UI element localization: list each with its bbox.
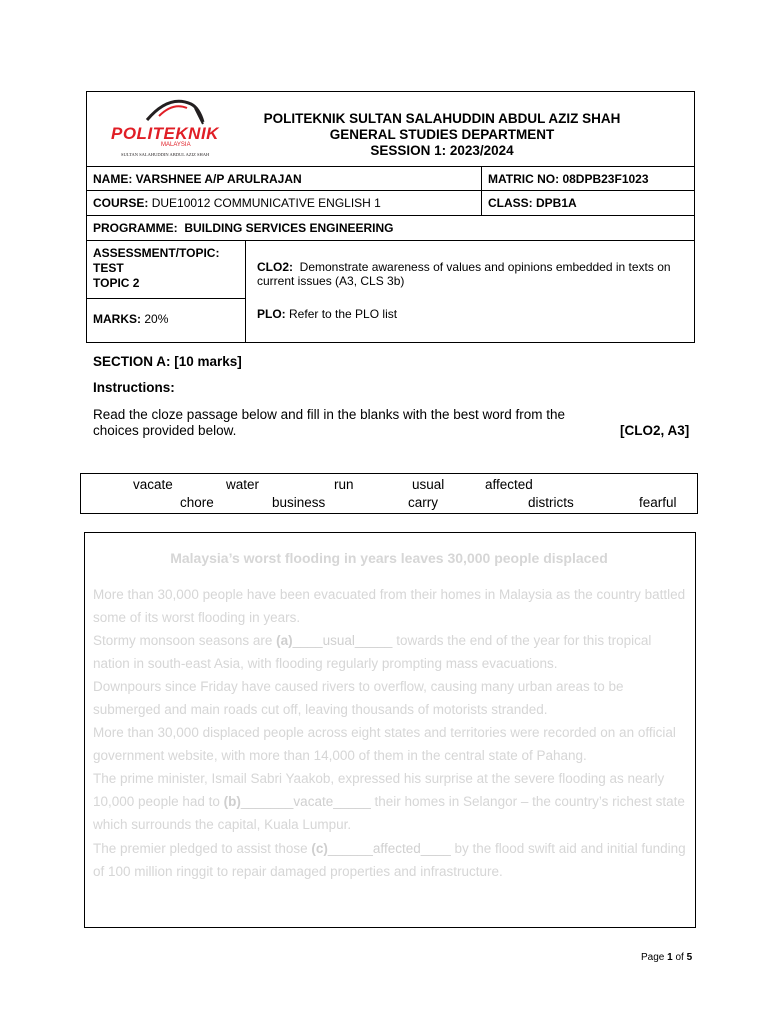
choice-word: run: [334, 477, 354, 492]
blank-marker: (a): [276, 633, 293, 648]
assessment-left: [87, 241, 246, 342]
matric-cell: [482, 167, 695, 191]
course-cell: [87, 191, 482, 216]
matric-label: MATRIC NO:: [488, 171, 560, 186]
logo-tagline: SULTAN SALAHUDDIN ABDUL AZIZ SHAH: [121, 152, 210, 157]
choice-word: carry: [408, 495, 438, 510]
header-titles: [237, 111, 647, 159]
instructions-label: Instructions:: [93, 380, 175, 395]
choice-word: vacate: [133, 477, 173, 492]
marks-row: [93, 312, 168, 326]
section-title: SECTION A: [10 marks]: [93, 354, 242, 369]
name-cell: [87, 167, 482, 191]
paragraph-text: their homes in Selangor – the country’s richest state which surrounds the capital, Kuala Lumpur.: [93, 794, 685, 832]
institution-name: POLITEKNIK SULTAN SALAHUDDIN ABDUL AZIZ SHAH: [263, 111, 621, 126]
choice-word: districts: [528, 495, 574, 510]
assessment-cell: [87, 241, 695, 343]
choice-word: fearful: [639, 495, 677, 510]
passage-paragraph-5: [93, 767, 688, 836]
assessment-line1: ASSESSMENT/TOPIC:: [93, 246, 220, 260]
politeknik-logo: [107, 96, 227, 162]
choice-word: business: [272, 495, 326, 510]
choice-word: usual: [412, 477, 445, 492]
passage-paragraph-6: [93, 837, 688, 883]
class-label: CLASS:: [488, 196, 533, 210]
passage-paragraph-3: Downpours since Friday have caused rivers to overflow, causing many urban areas to be submerged and main roads cut off, leaving thousands of motorists stranded.: [93, 679, 624, 717]
passage-paragraph-1: More than 30,000 people have been evacuated from their homes in Malaysia as the country battled some of its worst flooding in years.: [93, 587, 686, 625]
page-number: [641, 952, 692, 963]
logo-wordmark: POLITEKNIK: [111, 124, 219, 143]
matric-value: 08DPB23F1023: [562, 171, 649, 186]
word-choices-box: [80, 473, 698, 514]
passage-paragraph-2: [93, 629, 688, 675]
page-prefix: Page: [641, 952, 668, 963]
choice-word: affected: [485, 477, 533, 492]
header-table: [86, 91, 695, 343]
paragraph-text: The premier pledged to assist those: [93, 841, 312, 856]
programme-cell: [87, 216, 695, 241]
paragraph-text: by the flood swift aid and initial funding of 100 million ringgit to repair damaged properties and infrastructure.: [93, 841, 686, 879]
passage-title: Malaysia’s worst flooding in years leaves 30,000 people displaced: [170, 550, 608, 566]
programme-value: BUILDING SERVICES ENGINEERING: [184, 221, 394, 235]
logo-subtitle: MALAYSIA: [161, 142, 191, 148]
page-total: 5: [686, 952, 693, 963]
clo-reference: [CLO2, A3]: [620, 423, 690, 438]
choice-word: water: [226, 477, 260, 492]
blank-answer[interactable]: ______affected____: [327, 841, 451, 856]
assessment-line2: TEST: [93, 261, 124, 275]
blank-answer[interactable]: _______vacate_____: [240, 794, 371, 809]
page-of: of: [672, 952, 687, 963]
plo-description: Refer to the PLO list: [289, 307, 398, 321]
passage-paragraph-4: More than 30,000 displaced people across eight states and territories were recorded on an official government website, with more than 14,000 of them in the central state of Pahang.: [93, 725, 676, 763]
name-value: VARSHNEE A/P ARULRAJAN: [135, 171, 302, 186]
paragraph-text: towards the end of the year for this tropical nation in south-east Asia, with flooding regularly prompting mass evacuations.: [93, 633, 652, 671]
assessment-divider: [87, 298, 245, 299]
course-value: DUE10012 COMMUNICATIVE ENGLISH 1: [151, 196, 381, 210]
paragraph-text: The prime minister, Ismail Sabri Yaakob, expressed his surprise at the severe flooding as nearly 10,000 people had to: [93, 771, 665, 809]
clo-description: Demonstrate awareness of values and opinions embedded in texts on current issues (A3, CLS 3b): [257, 260, 671, 288]
programme-label: PROGRAMME:: [93, 221, 178, 235]
name-label: NAME:: [93, 171, 133, 186]
marks-value: 20%: [144, 312, 169, 326]
clo-label: CLO2:: [257, 260, 293, 274]
blank-marker: (b): [223, 794, 241, 809]
page-current: 1: [667, 952, 673, 963]
blank-answer[interactable]: ____usual_____: [292, 633, 393, 648]
paragraph-text: Stormy monsoon seasons are: [93, 633, 277, 648]
plo-text: [257, 307, 397, 321]
instruction-text: Read the cloze passage below and fill in the blanks with the best word from the choices provided below.: [93, 407, 566, 438]
class-cell: [482, 191, 695, 216]
assessment-topic: [93, 246, 219, 291]
course-label: COURSE:: [93, 196, 149, 210]
assessment-line3: TOPIC 2: [93, 276, 140, 290]
choice-word: chore: [180, 495, 214, 510]
session-label: SESSION 1: 2023/2024: [370, 143, 514, 158]
clo-text: [257, 260, 687, 288]
plo-label: PLO:: [257, 307, 286, 321]
marks-label: MARKS:: [93, 312, 141, 326]
header-cell: [87, 92, 695, 167]
blank-marker: (c): [311, 841, 328, 856]
class-value: DPB1A: [536, 196, 577, 210]
department-name: GENERAL STUDIES DEPARTMENT: [329, 127, 555, 142]
